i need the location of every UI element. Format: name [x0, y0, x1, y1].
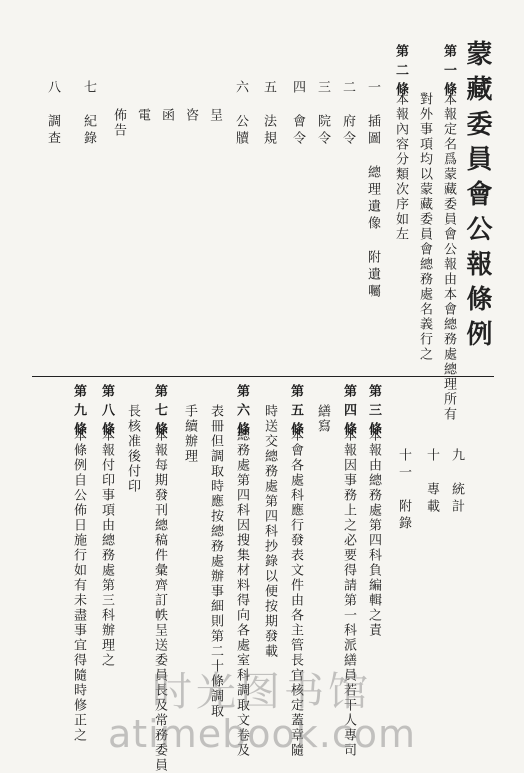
category-4: 四 會令: [290, 80, 305, 148]
article-8-line-1: 本報付印事項由總務處第三科辦理之: [99, 428, 114, 668]
article-7-label: 第七條: [152, 384, 167, 441]
article-1-line-1: 本報定名爲蒙藏委員會公報由本會總務處總理所有: [441, 92, 456, 422]
article-1-line-2: 對外事項均以蒙藏委員會總務處名義行之: [417, 92, 432, 362]
category-8: 八 調查: [45, 80, 60, 148]
article-7-line-1: 本報每期發刊總稿件彙齊訂帙呈送委員長及常務委員: [152, 428, 167, 773]
article-6-label: 第六條: [234, 384, 249, 441]
article-6-line-2: 表冊但調取時應按總務處辦事細則第二十條調取: [208, 404, 223, 719]
article-5-line-1: 本會各處科應行發表文件由各主管長官核定蓋章隨: [288, 428, 303, 758]
article-4-label: 第四條: [341, 384, 356, 441]
category-5: 五 法規: [261, 80, 276, 148]
category-6-sub-4: 電: [135, 108, 150, 123]
watermark-chinese: 时光图书馆: [152, 669, 372, 715]
article-1-label: 第一條: [441, 44, 456, 101]
article-8-label: 第八條: [99, 384, 114, 441]
horizontal-rule: [32, 376, 494, 377]
category-2: 二 府令: [340, 80, 355, 148]
category-6-sub-5: 佈告: [111, 108, 126, 138]
article-7-line-2: 長核准後付印: [125, 404, 140, 494]
article-9-line-1: 本條例自公佈日施行如有未盡事宜得隨時修正之: [71, 428, 86, 743]
article-6-line-3: 手續辦理: [182, 404, 197, 464]
category-10: 十 專載: [424, 448, 439, 516]
article-5-label: 第五條: [288, 384, 303, 441]
category-11: 十一 附錄: [396, 448, 411, 533]
category-3: 三 院令: [315, 80, 330, 148]
page-title: 蒙藏委員會公報條例: [462, 40, 492, 355]
category-6-sub-2: 咨: [183, 108, 198, 123]
article-5-line-2: 時送交總務處第四科抄錄以便按期發載: [262, 404, 277, 659]
category-7: 七 紀錄: [81, 80, 96, 148]
article-2-line-1: 本報內容分類次序如左: [393, 92, 408, 242]
category-6: 六 公牘: [233, 80, 248, 148]
category-9: 九 統計: [449, 448, 464, 516]
category-6-sub-3: 函: [159, 108, 174, 123]
article-6-line-1: 總務處第四科因搜集材料得向各處室科調取文卷及: [234, 428, 249, 758]
article-4-line-2: 繕寫: [315, 404, 330, 434]
category-6-sub-1: 呈: [207, 108, 222, 123]
article-3-label: 第三條: [366, 384, 381, 441]
article-3-line-1: 本報由總務處第四科負編輯之責: [366, 428, 381, 638]
watermark-url: atimebook.com: [107, 712, 416, 756]
article-2-label: 第二條: [393, 44, 408, 101]
article-9-label: 第九條: [71, 384, 86, 441]
category-1: 一 插圖 總理遺像 附遺囑: [365, 80, 380, 301]
article-4-line-1: 本報因事務上之必要得請第一科派繕員若干人專司: [341, 428, 356, 758]
